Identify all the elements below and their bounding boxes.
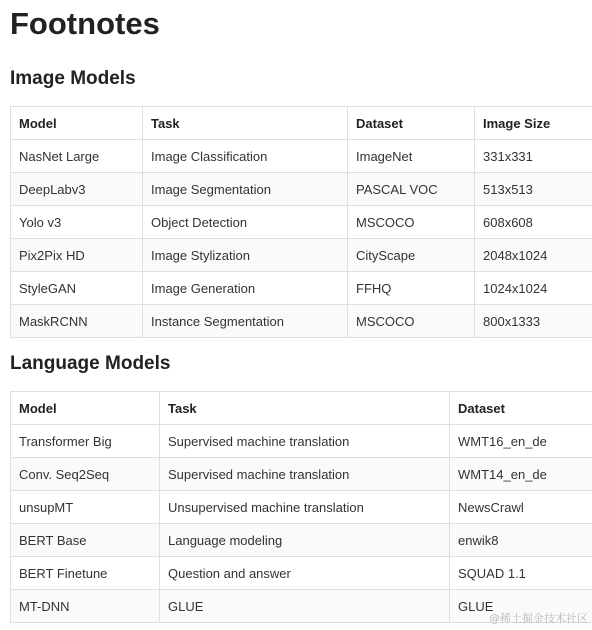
table-header-row — [11, 392, 592, 425]
cell-dataset: MSCOCO — [348, 305, 475, 338]
cell-dataset: enwik8 — [450, 524, 592, 557]
cell-dataset: ImageNet — [348, 140, 475, 173]
cell-image-size: 1024x1024 — [475, 272, 592, 305]
cell-dataset: SQUAD 1.1 — [450, 557, 592, 590]
column-header: Task — [143, 107, 348, 140]
cell-task: Instance Segmentation — [143, 305, 348, 338]
cell-task: Question and answer — [160, 557, 450, 590]
cell-image-size: 513x513 — [475, 173, 592, 206]
cell-dataset: GLUE — [450, 590, 592, 623]
image-models-heading: Image Models — [10, 68, 136, 89]
cell-task: Supervised machine translation — [160, 458, 450, 491]
cell-task: Object Detection — [143, 206, 348, 239]
table-row — [11, 491, 592, 524]
cell-model: Transformer Big — [11, 425, 160, 458]
cell-model: BERT Finetune — [11, 557, 160, 590]
cell-dataset: FFHQ — [348, 272, 475, 305]
table-row — [11, 557, 592, 590]
cell-dataset: WMT14_en_de — [450, 458, 592, 491]
cell-image-size: 800x1333 — [475, 305, 592, 338]
cell-task: Image Generation — [143, 272, 348, 305]
cell-model: BERT Base — [11, 524, 160, 557]
cell-task: Language modeling — [160, 524, 450, 557]
cell-model: Yolo v3 — [11, 206, 143, 239]
column-header: Model — [11, 107, 143, 140]
language-models-table — [10, 391, 592, 623]
cell-dataset: NewsCrawl — [450, 491, 592, 524]
cell-dataset: WMT16_en_de — [450, 425, 592, 458]
cell-model: MaskRCNN — [11, 305, 143, 338]
table-row — [11, 458, 592, 491]
table-row — [11, 140, 592, 173]
cell-image-size: 608x608 — [475, 206, 592, 239]
cell-model: StyleGAN — [11, 272, 143, 305]
column-header: Task — [160, 392, 450, 425]
cell-model: unsupMT — [11, 491, 160, 524]
cell-task: Unsupervised machine translation — [160, 491, 450, 524]
cell-task: Image Stylization — [143, 239, 348, 272]
table-row — [11, 305, 592, 338]
column-header: Model — [11, 392, 160, 425]
cell-dataset: CityScape — [348, 239, 475, 272]
column-header: Dataset — [450, 392, 592, 425]
cell-model: Pix2Pix HD — [11, 239, 143, 272]
cell-model: MT-DNN — [11, 590, 160, 623]
cell-model: DeepLabv3 — [11, 173, 143, 206]
table-header-row — [11, 107, 592, 140]
cell-dataset: PASCAL VOC — [348, 173, 475, 206]
table-row — [11, 272, 592, 305]
page-title: Footnotes — [10, 6, 160, 41]
cell-model: Conv. Seq2Seq — [11, 458, 160, 491]
image-models-table — [10, 106, 592, 338]
cell-dataset: MSCOCO — [348, 206, 475, 239]
cell-model: NasNet Large — [11, 140, 143, 173]
language-models-heading: Language Models — [10, 353, 171, 374]
cell-task: Image Segmentation — [143, 173, 348, 206]
table-row — [11, 524, 592, 557]
cell-task: Image Classification — [143, 140, 348, 173]
cell-image-size: 331x331 — [475, 140, 592, 173]
table-row — [11, 239, 592, 272]
table-row — [11, 173, 592, 206]
cell-task: Supervised machine translation — [160, 425, 450, 458]
table-row — [11, 206, 592, 239]
cell-image-size: 2048x1024 — [475, 239, 592, 272]
column-header: Image Size — [475, 107, 592, 140]
column-header: Dataset — [348, 107, 475, 140]
table-row — [11, 425, 592, 458]
cell-task: GLUE — [160, 590, 450, 623]
watermark: @稀土掘金技术社区 — [489, 612, 588, 625]
